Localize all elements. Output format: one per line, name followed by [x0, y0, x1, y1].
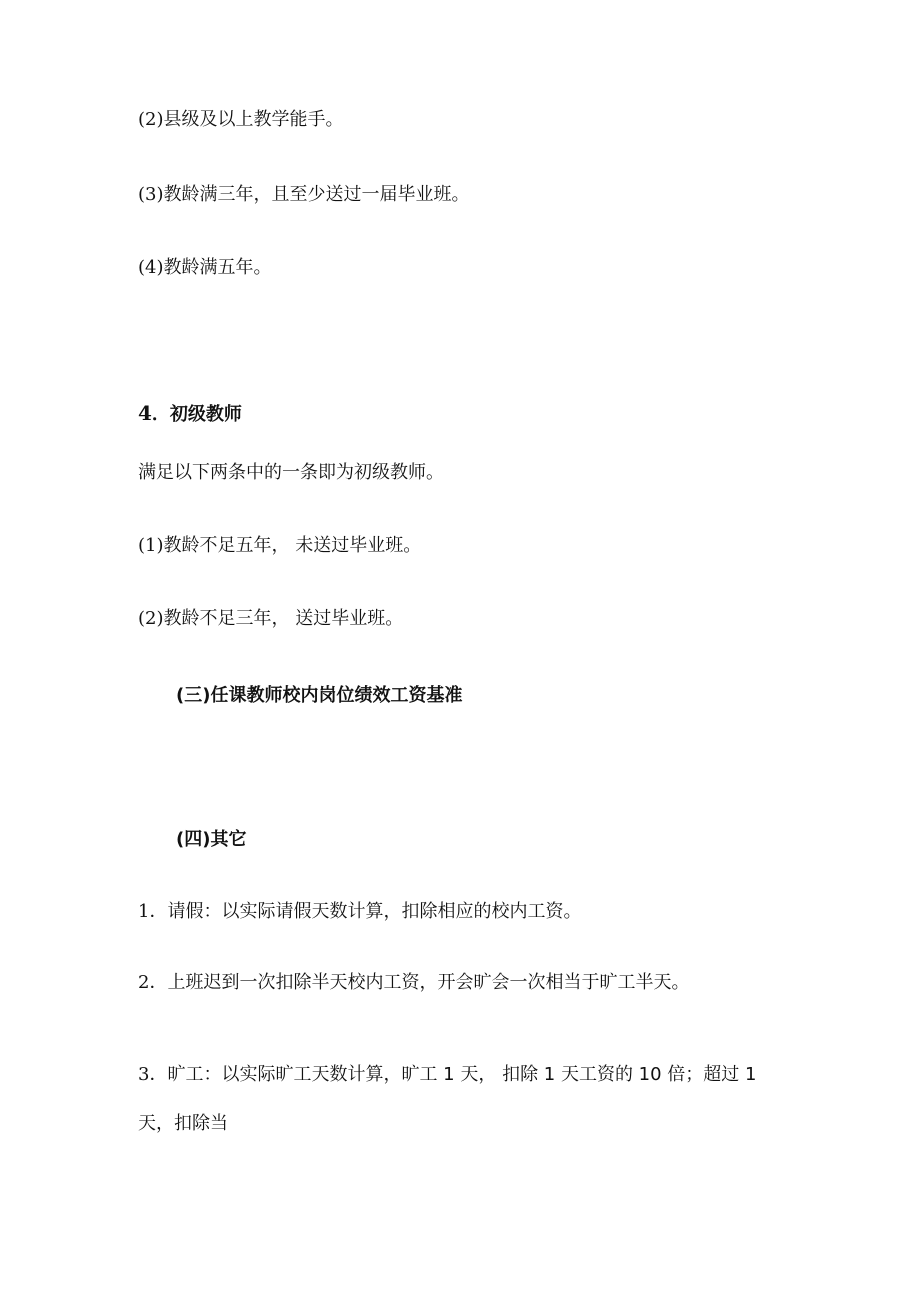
- paragraph-text: 满足以下两条中的一条即为初级教师。: [138, 462, 444, 483]
- item-number: (2): [138, 608, 164, 629]
- paragraph-condition: [138, 461, 444, 485]
- item-number: (4): [138, 257, 164, 278]
- criterion-item-4: [138, 256, 272, 280]
- criterion-item-3: [138, 183, 470, 207]
- heading-text: (三)任课教师校内岗位绩效工资基准: [176, 685, 463, 706]
- item-text: 教龄满五年。: [163, 257, 272, 278]
- section-heading-salary-base: [176, 684, 462, 708]
- item-text: 教龄满三年，且至少送过一届毕业班。: [163, 184, 470, 205]
- heading-text: ．初级教师: [151, 404, 242, 425]
- item-number: (1): [138, 535, 164, 556]
- item-text: 教龄不足五年， 未送过毕业班。: [163, 535, 422, 556]
- rule-item-late: [138, 971, 689, 995]
- item-number: 1: [138, 901, 150, 922]
- item-text: 天，扣除当: [138, 1113, 228, 1134]
- heading-number: 4: [138, 401, 152, 425]
- item-number: (2): [138, 109, 164, 130]
- item-text: ．旷工：以实际旷工天数计算，旷工 1 天， 扣除 1 天工资的 10 倍；超过 1: [149, 1064, 757, 1085]
- section-heading-junior-teacher: [138, 401, 242, 427]
- item-number: 3: [138, 1064, 150, 1085]
- item-text: 县级及以上教学能手。: [163, 109, 344, 130]
- heading-text: (四)其它: [176, 829, 247, 850]
- item-number: 2: [138, 972, 150, 993]
- criterion-item-2b: [138, 607, 403, 631]
- criterion-item-2: [138, 108, 344, 132]
- rule-item-absence: [138, 1063, 756, 1087]
- item-number: (3): [138, 184, 164, 205]
- item-text: ．请假：以实际请假天数计算，扣除相应的校内工资。: [149, 901, 582, 922]
- rule-item-leave: [138, 900, 581, 924]
- item-text: 教龄不足三年， 送过毕业班。: [163, 608, 404, 629]
- criterion-item-1: [138, 534, 421, 558]
- section-heading-other: [176, 828, 246, 852]
- item-text: ．上班迟到一次扣除半天校内工资，开会旷会一次相当于旷工半天。: [149, 972, 690, 993]
- rule-item-absence-continued: [138, 1112, 228, 1136]
